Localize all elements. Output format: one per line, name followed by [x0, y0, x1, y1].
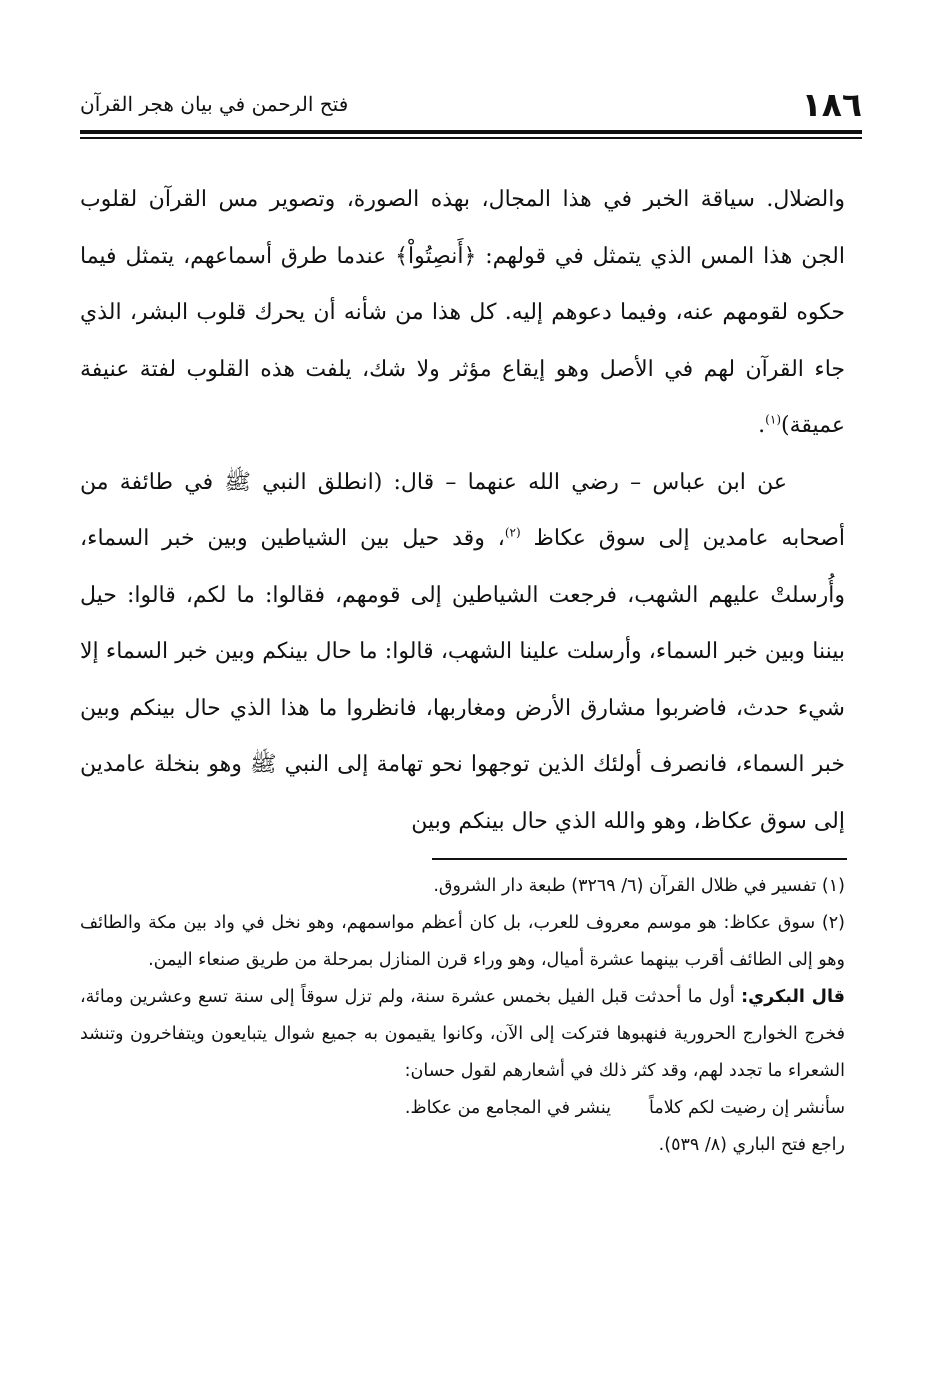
footnote-3-text: أول ما أحدثت قبل الفيل بخمس عشرة سنة، ولم تزل سوقاً إلى سنة تسع وعشرين ومائة، فخرج الخوارج الحرورية فنهبوها فتركت إلى الآن، وكانوا يقيمون به جميع شوال يتبايعون ويتفاخرون وتنشد الشعراء ما تجدد لهم، وقد كثر ذلك في أشعارهم لقول حسان: [80, 987, 845, 1081]
footnote-ref-1: (١) [765, 412, 781, 427]
verse-hemistich-1: سأنشر إن رضيت لكم كلاماً [649, 1098, 845, 1118]
footnote-separator [432, 858, 847, 860]
paragraph-2-text-b: ، وقد حيل بين الشياطين وبين خبر السماء، وأُرسلتْ عليهم الشهب، فرجعت الشياطين إلى قومهم، فقالوا: ما لكم، قالوا: حيل بيننا وبين خبر السماء، وأرسلت علينا الشهب، قالوا: ما حال بينكم وبين خبر السماء إلا شيء حدث، فاضربوا مشارق الأرض ومغاربها، فانظروا ما هذا الذي حال بينكم وبين خبر السماء، فانصرف أولئك الذين توجهوا نحو تهامة إلى النبي ﷺ وهو بنخلة عامدين إلى سوق عكاظ، وهو والله الذي حال بينكم وبين [80, 526, 845, 834]
verse-hemistich-2: ينشر في المجامع من عكاظ. [404, 1098, 611, 1118]
page-header [80, 84, 862, 124]
footnote-ref-2: (٢) [504, 525, 521, 540]
footnote-2: (٢) سوق عكاظ: هو موسم معروف للعرب، بل كان أعظم مواسمهم، وهو نخل في واد بين مكة والطائف وهو إلى الطائف أقرب بينهما عشرة أميال، وهو وراء قرن المنازل بمرحلة من طريق صنعاء اليمن. [80, 913, 845, 970]
paragraph-2 [80, 455, 845, 851]
running-title: فتح الرحمن في بيان هجر القرآن [80, 92, 349, 116]
paragraph-1-end: . [758, 413, 766, 438]
footnote-1: (١) تفسير في ظلال القرآن (٦/ ٣٢٦٩) طبعة دار الشروق. [433, 876, 845, 896]
footnote-3-lead: قال البكري: [741, 987, 845, 1007]
footnotes [80, 868, 845, 1164]
paragraph-2-text-a: عن ابن عباس – رضي الله عنهما – قال: (انطلق النبي ﷺ في طائفة من أصحابه عامدين إلى سوق عكاظ [80, 469, 845, 551]
paragraph-1 [80, 172, 845, 455]
header-rule [80, 130, 862, 134]
footnote-3 [80, 979, 845, 1090]
footnote-4: راجع فتح الباري (٨/ ٥٣٩). [658, 1135, 845, 1155]
header-rule-thin [80, 137, 862, 139]
main-text [80, 172, 845, 850]
page-number: ١٨٦ [801, 84, 862, 124]
poem-verse [80, 1090, 845, 1127]
paragraph-1-text: والضلال. سياقة الخبر في هذا المجال، بهذه الصورة، وتصوير مس القرآن لقلوب الجن هذا المس الذي يتمثل في قولهم: ﴿أَنصِتُواْ﴾ عندما طرق أسماعهم، يتمثل فيما حكوه لقومهم عنه، وفيما دعوهم إليه. كل هذا من شأنه أن يحرك قلوب البشر، الذي جاء القرآن لهم في الأصل وهو إيقاع مؤثر ولا شك، يلفت هذه القلوب لفتة عنيفة عميقة) [80, 187, 845, 438]
